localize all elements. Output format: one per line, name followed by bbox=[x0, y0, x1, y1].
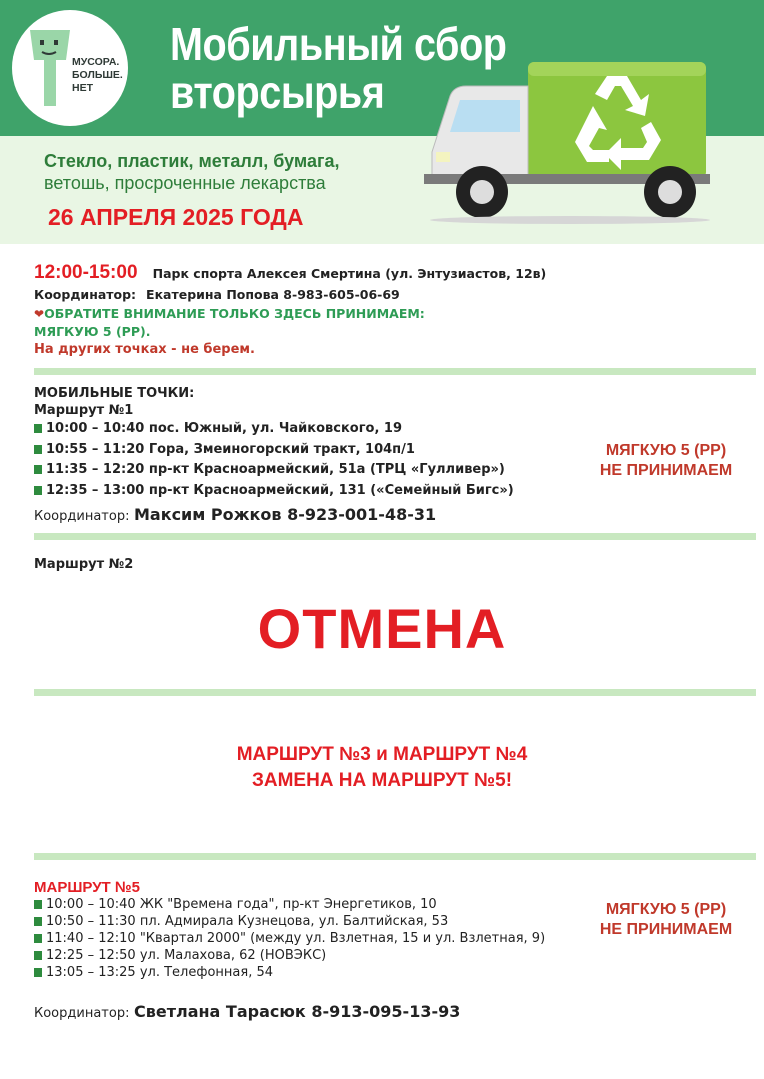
notice-line-1: ОБРАТИТЕ ВНИМАНИЕ ТОЛЬКО ЗДЕСЬ ПРИНИМАЕМ: bbox=[44, 306, 425, 321]
warning-line-2: НЕ ПРИНИМАЕМ bbox=[599, 921, 733, 938]
park-coordinator bbox=[34, 287, 400, 302]
materials-list bbox=[44, 150, 340, 194]
logo bbox=[12, 10, 128, 126]
bullet-icon bbox=[34, 951, 42, 960]
notice-line-3: На других точках - не берем. bbox=[34, 342, 255, 357]
section-divider bbox=[34, 368, 756, 375]
route-stop-text: 11:40 – 12:10 "Квартал 2000" (между ул. Взлетная, 15 и ул. Взлетная, 9) bbox=[46, 931, 546, 946]
bullet-icon bbox=[34, 900, 42, 909]
route-stop-text: 10:50 – 11:30 пл. Адмирала Кузнецова, ул. Балтийская, 53 bbox=[46, 914, 449, 929]
route2-title: Маршрут №2 bbox=[34, 557, 134, 572]
materials-line-2: ветошь, просроченные лекарства bbox=[44, 173, 326, 193]
route5-stops bbox=[34, 896, 545, 981]
coordinator-value: Максим Рожков 8-923-001-48-31 bbox=[133, 505, 437, 524]
route-stop-text: 10:00 – 10:40 пос. Южный, ул. Чайковского, 19 bbox=[46, 421, 402, 436]
route-stop bbox=[34, 947, 545, 964]
bullet-icon bbox=[34, 445, 42, 454]
route5-coordinator bbox=[34, 1002, 460, 1021]
section-divider bbox=[34, 533, 756, 540]
warning-line-2: НЕ ПРИНИМАЕМ bbox=[599, 462, 733, 479]
section-divider bbox=[34, 853, 756, 860]
section-divider bbox=[34, 689, 756, 696]
logo-text-line: МУСОРА. bbox=[72, 56, 120, 68]
park-notice bbox=[34, 303, 425, 357]
logo-text bbox=[72, 56, 123, 95]
route-stop-text: 12:25 – 12:50 ул. Малахова, 62 (НОВЭКС) bbox=[46, 948, 327, 963]
park-time: 12:00-15:00 bbox=[34, 262, 138, 283]
route5-block bbox=[34, 879, 545, 981]
park-place: Парк спорта Алексея Смертина (ул. Энтузиастов, 12в) bbox=[152, 266, 547, 281]
route2-cancelled: ОТМЕНА bbox=[257, 597, 507, 660]
truck-icon bbox=[420, 56, 720, 230]
title-line-2: вторсырья bbox=[170, 66, 385, 118]
bullet-icon bbox=[34, 968, 42, 977]
routes-replacement-notice bbox=[0, 742, 764, 794]
route-stop bbox=[34, 481, 514, 502]
bullet-icon bbox=[34, 917, 42, 926]
coordinator-label: Координатор: bbox=[34, 287, 137, 302]
logo-figure-icon bbox=[26, 26, 74, 110]
route5-title: МАРШРУТ №5 bbox=[34, 879, 140, 896]
warning-line-1: МЯГКУЮ 5 (РР) bbox=[605, 442, 727, 459]
route-stop bbox=[34, 964, 545, 981]
replacement-line-2: ЗАМЕНА НА МАРШРУТ №5! bbox=[251, 770, 513, 791]
coordinator-value: Екатерина Попова 8-983-605-06-69 bbox=[146, 287, 400, 302]
route1-soft-plastic-warning bbox=[585, 441, 747, 481]
route1-coordinator bbox=[34, 505, 436, 524]
route-stop-text: 10:55 – 11:20 Гора, Змеиногорский тракт, 104п/1 bbox=[46, 441, 415, 457]
logo-text-line: БОЛЬШЕ. bbox=[72, 69, 123, 81]
route-stop-text: 13:05 – 13:25 ул. Телефонная, 54 bbox=[46, 965, 273, 980]
warning-line-1: МЯГКУЮ 5 (РР) bbox=[605, 901, 727, 918]
bullet-icon bbox=[34, 486, 42, 495]
route-stop bbox=[34, 913, 545, 930]
route-stop-text: 12:35 – 13:00 пр-кт Красноармейский, 131 («Семейный Бигс») bbox=[46, 482, 514, 498]
route1-title: Маршрут №1 bbox=[34, 403, 134, 418]
route-stop-text: 11:35 – 12:20 пр-кт Красноармейский, 51а (ТРЦ «Гулливер») bbox=[46, 462, 505, 477]
route-stop bbox=[34, 896, 545, 913]
mobile-heading: МОБИЛЬНЫЕ ТОЧКИ: bbox=[34, 386, 195, 401]
bullet-icon bbox=[34, 934, 42, 943]
route-stop bbox=[34, 419, 514, 440]
bullet-icon bbox=[34, 465, 42, 474]
route-stop-text: 10:00 – 10:40 ЖК "Времена года", пр-кт Энергетиков, 10 bbox=[46, 897, 437, 912]
route-stop bbox=[34, 440, 514, 461]
logo-text-line: НЕТ bbox=[72, 82, 93, 94]
replacement-line-1: МАРШРУТ №3 и МАРШРУТ №4 bbox=[236, 744, 528, 765]
heart-icon: ❤ bbox=[34, 307, 45, 321]
bullet-icon bbox=[34, 424, 42, 433]
park-header bbox=[34, 262, 546, 284]
route1-block bbox=[34, 386, 514, 501]
coordinator-label: Координатор: bbox=[34, 509, 130, 524]
route-stop bbox=[34, 930, 545, 947]
route-stop bbox=[34, 460, 514, 481]
route1-stops bbox=[34, 419, 514, 501]
coordinator-value: Светлана Тарасюк 8-913-095-13-93 bbox=[133, 1002, 461, 1021]
event-date: 26 АПРЕЛЯ 2025 ГОДА bbox=[48, 204, 304, 230]
coordinator-label: Координатор: bbox=[34, 1006, 130, 1021]
materials-line-1: Стекло, пластик, металл, бумага, bbox=[44, 151, 340, 171]
route5-soft-plastic-warning bbox=[585, 900, 747, 940]
title-line-1: Мобильный сбор bbox=[170, 18, 507, 70]
notice-line-2: МЯГКУЮ 5 (РР). bbox=[34, 324, 151, 339]
